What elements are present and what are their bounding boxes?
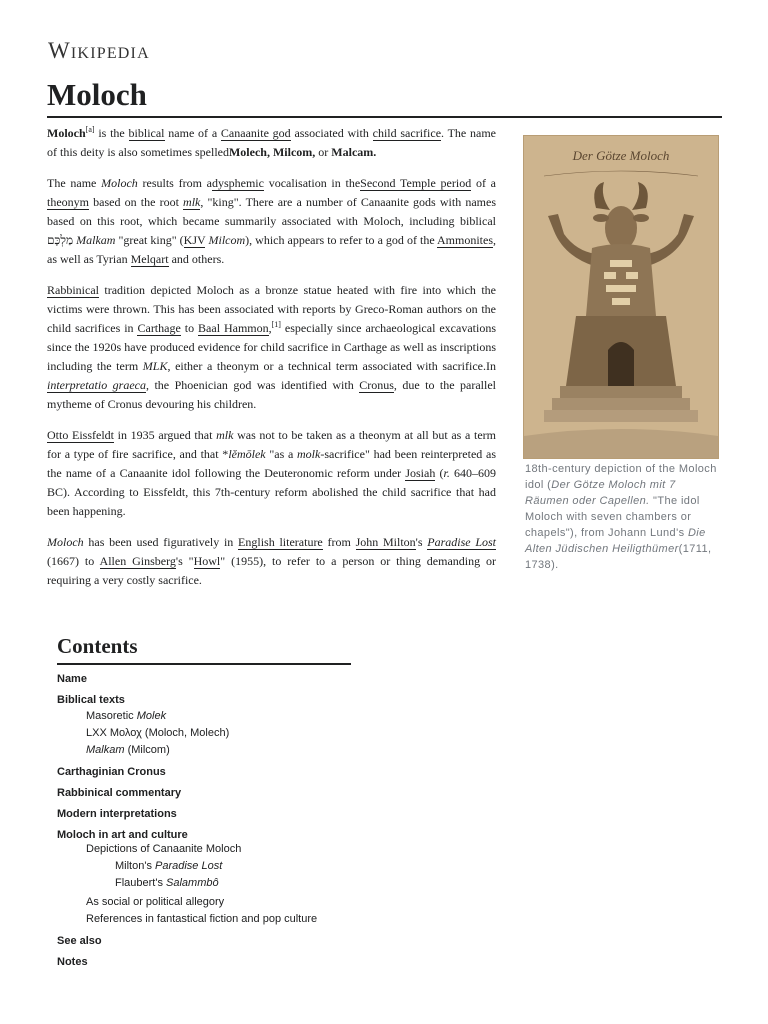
link-carthage[interactable]: Carthage [137,321,181,335]
note-ref-a[interactable]: [a] [85,125,95,134]
text-run: "as a [265,447,297,461]
italic-term: Moloch [47,535,84,549]
caption-italic: Der Götze Moloch mit 7 Räumen oder Capellen. [525,479,676,507]
italic-term: Milcom [208,233,246,247]
toc-text: (Milcom) [124,744,170,756]
link-paradise-lost[interactable]: Paradise Lost [427,535,496,549]
toc-item-social-allegory[interactable]: As social or political allegory [86,896,225,908]
paragraph-rabbinical [47,281,496,414]
paragraph-eissfeldt [47,426,496,521]
italic-term: MLK [142,359,168,373]
text-run: from [322,535,356,549]
figure-caption [525,461,719,573]
toc-list [57,671,357,970]
text-run: , [268,321,272,335]
link-child-sacrifice[interactable]: child sacrifice [372,126,442,140]
link-english-literature[interactable]: English literature [238,535,323,549]
toc-text-italic: Malkam [86,744,125,756]
wikipedia-wordmark[interactable]: Wikipedia [48,38,150,63]
bold-term: Moloch [47,126,86,140]
italic-term: Moloch [101,176,138,190]
link-theonym[interactable]: theonym [47,195,89,209]
paragraph-intro [47,124,496,162]
text-run: . The name of this deity is also sometimes spelled [47,126,496,159]
link-second-temple-period[interactable]: Second Temple period [360,176,472,190]
toc-item-moloch-in-art[interactable]: Moloch in art and culture [57,829,188,841]
toc-divider [57,663,351,665]
page-title: Moloch [47,77,147,112]
text-run: , either a theonym or a technical term associated with sacrifice.In [167,359,496,373]
link-interpretatio-graeca[interactable]: interpretatio graeca [47,378,146,392]
toc-item-lxx-moloch[interactable]: LXX Μολοχ (Moloch, Molech) [86,727,230,739]
text-run: " (1955), to refer to a person or thing demanding or requiring a very costly sacrifice. [47,554,497,587]
link-allen-ginsberg[interactable]: Allen Ginsberg [99,554,176,568]
toc-item-biblical-texts[interactable]: Biblical texts [57,694,125,706]
text-run: to [180,321,199,335]
title-divider [47,116,722,118]
toc-item-flaubert-salammbo[interactable] [57,875,357,892]
caption-italic: Die Alten Jüdischen Heiligthümer [525,527,706,555]
link-ammonites[interactable]: Ammonites [437,233,494,247]
text-run: ( [435,466,444,480]
toc-item-modern-interpretations[interactable]: Modern interpretations [57,808,177,820]
toc-item-depictions[interactable]: Depictions of Canaanite Moloch [86,843,242,855]
engraving-inscription: Der Götze Moloch [572,148,670,163]
toc-text-italic: Molek [136,710,167,722]
toc-item-see-also[interactable]: See also [57,935,102,947]
paragraph-name [47,174,496,269]
toc-heading: Contents [57,634,138,658]
infobox-figure [523,135,717,459]
italic-term: r. [443,466,450,480]
text-run: ), which appears to refer to a god of the [245,233,438,247]
paragraph-figurative [47,533,496,590]
toc-item-name[interactable]: Name [57,673,87,685]
text-run: based on the root [89,195,184,209]
link-biblical[interactable]: biblical [128,126,165,140]
link-rabbinical[interactable]: Rabbinical [47,283,99,297]
text-run: -sacrifice" had been reinterpreted as the name of a Canaanite idol following the Deuteronomic reform under [47,447,496,480]
bold-term: Malcam. [331,145,377,159]
link-cronus[interactable]: Cronus [359,378,394,392]
link-mlk[interactable]: mlk [183,195,201,209]
link-josiah[interactable]: Josiah [405,466,436,480]
text-run: , "king". There are a number of Canaanite gods with names based on this root, which became summarily associated with Moloch, including biblical מַלְכָּם [47,195,497,247]
text-run: associated with [290,126,373,140]
text-run: 's " [175,554,194,568]
text-run: 640–609 BC). According to Eissfeldt, this 7th-century reform abolished the child sacrifice that had been happening. [47,466,497,518]
text-run: especially since archaeological excavations since the 1920s have produced evidence for child sacrifice in Carthage as well as inscriptions including the term [47,321,496,373]
toc-text: Flaubert's [115,877,167,889]
bold-term: Molech, Milcom, [228,145,316,159]
article-body [47,124,496,602]
text-run: , the Phoenician god was identified with [146,378,360,392]
link-john-milton[interactable]: John Milton [355,535,416,549]
link-baal-hammon[interactable]: Baal Hammon [198,321,269,335]
text-run: or [315,145,332,159]
toc-item-notes[interactable]: Notes [57,956,88,968]
text-run: results from a [137,176,212,190]
link-howl[interactable]: Howl [193,554,221,568]
text-run: vocalisation in the [263,176,361,190]
caption-text: "The idol Moloch with seven chambers or chapels"), from Johann Lund's [525,495,700,539]
toc-item-masoretic-molek[interactable] [57,708,357,725]
link-dysphemic[interactable]: dysphemic [211,176,264,190]
caption-text: (1711, 1738). [525,543,712,571]
text-run: has been used figuratively in [83,535,239,549]
text-run: The name [47,176,102,190]
text-run: is the [94,126,129,140]
text-run: tradition depicted Moloch as a bronze statue heated with fire into which the victims were thrown. This has been associated with reports by Greco-Roman authors on the child sacrifices in [47,283,496,335]
text-run: name of a [164,126,221,140]
italic-term: molk [297,447,321,461]
text-run: , as well as Tyrian [47,233,497,266]
text-run: in 1935 argued that [114,428,217,442]
link-otto-eissfeldt[interactable]: Otto Eissfeldt [47,428,114,442]
toc-item-milton-paradise-lost[interactable] [57,858,357,875]
toc-item-malkam[interactable] [57,742,357,759]
text-run: , due to the parallel mytheme of Cronus devouring his children. [47,378,496,411]
toc-item-carthaginian-cronus[interactable]: Carthaginian Cronus [57,766,166,778]
link-canaanite-god[interactable]: Canaanite god [220,126,291,140]
link-melqart[interactable]: Melqart [130,252,169,266]
caption-text: 18th-century depiction of the Moloch idol ( [525,463,717,491]
toc-text-italic: Paradise Lost [155,860,223,872]
italic-term: mlk [216,428,234,442]
text-run: of a [471,176,496,190]
moloch-engraving-drawing [524,136,718,458]
italic-term: lĕmōlek [228,447,266,461]
table-of-contents [57,634,357,970]
toc-text: Masoretic [86,710,137,722]
text-run: was not to be taken as a theonym at all but as a term for a type of fire sacrifice, and that * [47,428,497,461]
toc-text-italic: Salammbô [166,877,219,889]
note-ref-1[interactable]: [1] [271,320,281,329]
text-run: "great king" ( [115,233,184,247]
toc-item-rabbinical-commentary[interactable]: Rabbinical commentary [57,787,182,799]
moloch-engraving-image[interactable] [523,135,719,459]
link-kjv[interactable]: KJV [183,233,206,247]
toc-text: Milton's [115,860,155,872]
toc-item-fantastical-fiction[interactable]: References in fantastical fiction and pop culture [86,913,318,925]
text-run: 's [415,535,428,549]
text-run: (1667) to [47,554,100,568]
italic-term: Malkam [76,233,116,247]
text-run: and others. [168,252,225,266]
